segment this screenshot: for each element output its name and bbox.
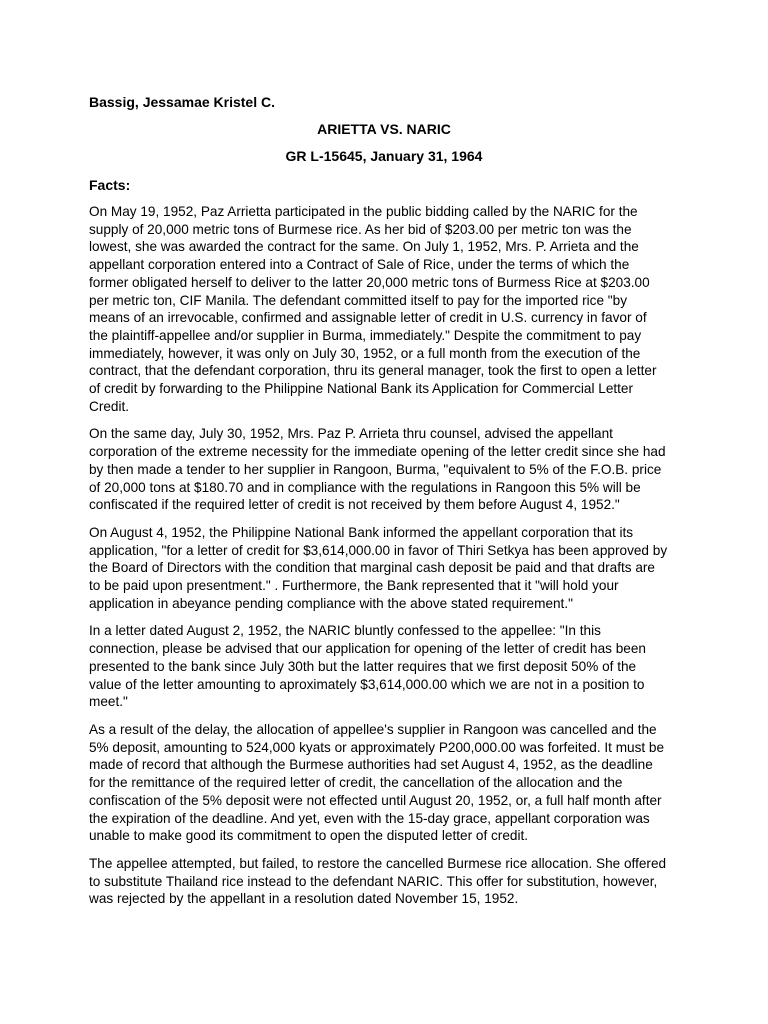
paragraph: On the same day, July 30, 1952, Mrs. Paz P. Arrieta thru counsel, advised the appellant corporation of the extreme necessity for the immediate opening of the letter credit since she had by then made a tender to her supplier in Rangoon, Burma, "equivalent to 5% of the F.O.B. price of 20,000 tons at $180.70 and in compliance with the regulations in Rangoon this 5% will be confiscated if the required letter of credit is not received by them before August 4, 1952." — [89, 426, 666, 513]
case-number: GR L-15645, January 31, 1964 — [285, 148, 483, 164]
paragraph: As a result of the delay, the allocation of appellee's supplier in Rangoon was cancelled and the 5% deposit, amounting to 524,000 kyats or approximately P200,000.00 was forfeited. It must be made of record that although the Burmese authorities had set August 4, 1952, as the deadline for the remittance of the required letter of credit, the cancellation of the allocation and the confiscation of the 5% deposit were not effected until August 20, 1952, or, a full half month after the expiration of the deadline. And yet, even with the 15-day grace, appellant corporation was unable to make good its commitment to open the disputed letter of credit. — [89, 721, 665, 844]
facts-body — [89, 203, 669, 918]
paragraph: In a letter dated August 2, 1952, the NARIC bluntly confessed to the appellee: "In this connection, please be advised that our application for opening of the letter of credit has been presented to the bank since July 30th but the latter requires that we first deposit 50% of the value of the letter amounting to aproximately $3,614,000.00 which we are not in a position to meet." — [89, 623, 646, 710]
section-heading-facts: Facts: — [89, 177, 131, 193]
author-name: Bassig, Jessamae Kristel C. — [89, 94, 275, 110]
case-title: ARIETTA VS. NARIC — [317, 121, 451, 137]
paragraph: The appellee attempted, but failed, to restore the cancelled Burmese rice allocation. She offered to substitute Thailand rice instead to the defendant NARIC. This offer for substitution, however, was rejected by the appellant in a resolution dated November 15, 1952. — [89, 855, 667, 907]
paragraph: On August 4, 1952, the Philippine National Bank informed the appellant corporation that its application, "for a letter of credit for $3,614,000.00 in favor of Thiri Setkya has been approved by the Board of Directors with the condition that marginal cash deposit be paid and that drafts are to be paid upon presentment." . Furthermore, the Bank represented that it "will hold your application in abeyance pending compliance with the above stated requirement." — [89, 524, 668, 611]
paragraph: On May 19, 1952, Paz Arrietta participated in the public bidding called by the NARIC for the supply of 20,000 metric tons of Burmese rice. As her bid of $203.00 per metric ton was the lowest, she was awarded the contract for the same. On July 1, 1952, Mrs. P. Arrieta and the appellant corporation entered into a Contract of Sale of Rice, under the terms of which the former obligated herself to deliver to the latter 20,000 metric tons of Burmess Rice at $203.00 per metric ton, CIF Manila. The defendant committed itself to pay for the imported rice "by means of an irrevocable, confirmed and assignable letter of credit in U.S. currency in favor of the plaintiff-appellee and/or supplier in Burma, immediately." Despite the commitment to pay immediately, however, it was only on July 30, 1952, or a full month from the execution of the contract, that the defendant corporation, thru its general manager, took the first to open a letter of credit by forwarding to the Philippine National Bank its Application for Commercial Letter Credit. — [89, 204, 657, 414]
